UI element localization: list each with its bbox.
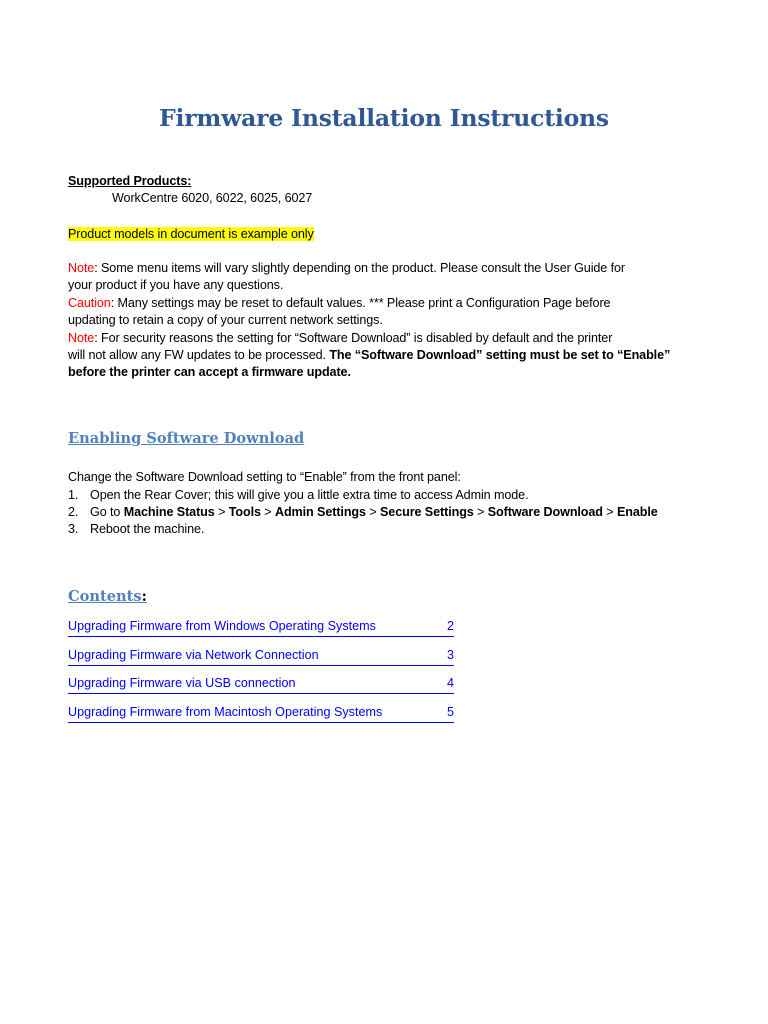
- toc-link-usb[interactable]: [68, 675, 454, 694]
- step-number: 3.: [68, 522, 79, 536]
- step-3: [68, 521, 204, 539]
- toc-link-label: Upgrading Firmware from Macintosh Operating Systems: [68, 705, 383, 719]
- menu-separator: >: [214, 505, 229, 519]
- note-text: will not allow any FW updates to be processed.: [68, 348, 330, 362]
- note-label: Note: [68, 261, 95, 275]
- toc-link-label: Upgrading Firmware from Windows Operating Systems: [68, 619, 376, 633]
- menu-path-item: Secure Settings: [380, 505, 474, 519]
- step-number: 1.: [68, 488, 79, 502]
- toc-page-number: 2: [446, 619, 454, 633]
- step-2: [68, 504, 658, 522]
- highlighted-text: Product models in document is example only: [68, 227, 314, 241]
- menu-path-item: Tools: [228, 505, 261, 519]
- note-2-line-3: before the printer can accept a firmware update.: [68, 365, 351, 379]
- note-1-line-2: your product if you have any questions.: [68, 278, 284, 292]
- toc-link-label: Upgrading Firmware via Network Connection: [68, 648, 319, 662]
- menu-separator: >: [365, 505, 380, 519]
- contents-heading: [68, 588, 147, 605]
- caution-label: Caution: [68, 296, 111, 310]
- contents-heading-text: Contents: [68, 588, 142, 605]
- menu-separator: >: [473, 505, 488, 519]
- supported-products-list: WorkCentre 6020, 6022, 6025, 6027: [112, 191, 313, 205]
- note-2-line-1: [68, 330, 612, 348]
- note-text: : For security reasons the setting for “Software Download” is disabled by default and the printer: [94, 331, 613, 345]
- caution-text: : Many settings may be reset to default values. *** Please print a Configuration Page before: [110, 296, 611, 310]
- menu-path-item: Machine Status: [123, 505, 215, 519]
- caution-line-2: updating to retain a copy of your current network settings.: [68, 313, 383, 327]
- note-text: : Some menu items will vary slightly depending on the product. Please consult the User Guide for: [94, 261, 626, 275]
- menu-path-item: Admin Settings: [274, 505, 366, 519]
- toc-link-label: Upgrading Firmware via USB connection: [68, 676, 296, 690]
- caution-line-1: [68, 295, 610, 313]
- note-label: Note: [68, 331, 95, 345]
- supported-products-heading: Supported Products:: [68, 174, 192, 188]
- toc-page-number: 3: [446, 648, 454, 662]
- toc-link-network[interactable]: [68, 647, 454, 666]
- enabling-intro: Change the Software Download setting to “Enable” from the front panel:: [68, 470, 461, 484]
- toc-page-number: 4: [446, 676, 454, 690]
- menu-path-item: Software Download: [487, 505, 603, 519]
- step-text: Reboot the machine.: [90, 522, 205, 536]
- step-text: Go to: [90, 505, 124, 519]
- toc-link-windows[interactable]: [68, 618, 454, 637]
- note-1-line-1: [68, 260, 625, 278]
- step-text: Open the Rear Cover; this will give you a little extra time to access Admin mode.: [90, 488, 529, 502]
- step-number: 2.: [68, 505, 79, 519]
- contents-colon: :: [141, 588, 147, 605]
- menu-separator: >: [602, 505, 617, 519]
- document-title: Firmware Installation Instructions: [159, 104, 609, 132]
- enabling-heading: Enabling Software Download: [68, 430, 305, 447]
- step-1: [68, 487, 528, 505]
- toc-page-number: 5: [446, 705, 454, 719]
- note-emphasis: The “Software Download” setting must be set to “Enable”: [329, 348, 671, 362]
- example-note: [68, 226, 314, 244]
- toc-link-macintosh[interactable]: [68, 704, 454, 723]
- menu-separator: >: [260, 505, 275, 519]
- menu-path-item: Enable: [616, 505, 658, 519]
- note-2-line-2: [68, 347, 670, 365]
